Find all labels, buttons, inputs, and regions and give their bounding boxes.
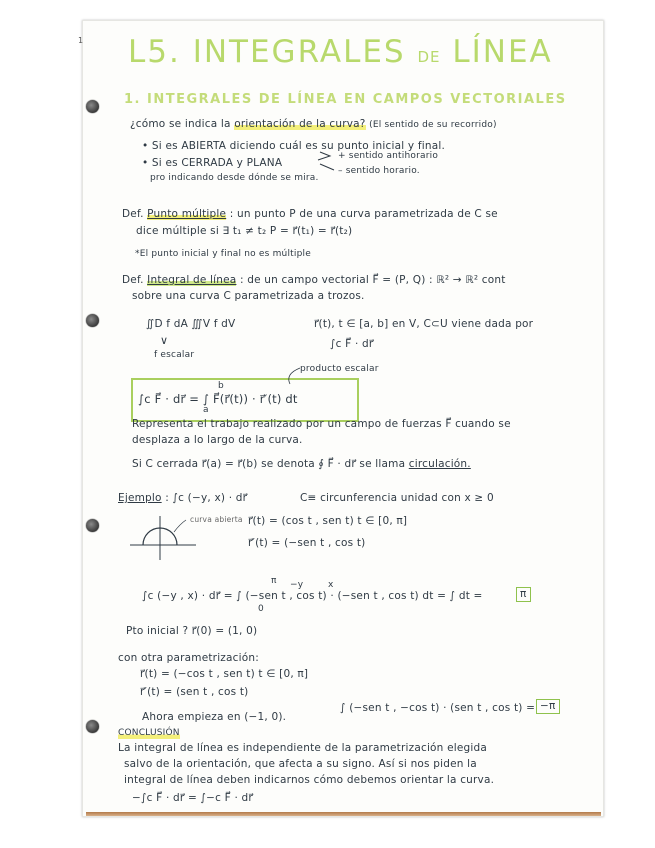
conclusion-label: CONCLUSIÓN	[118, 728, 180, 738]
lower-bound: a	[203, 405, 209, 415]
page-number: 1	[78, 36, 84, 45]
second-calculation: ∫ (−sen t , −cos t) · (sen t , cos t) =	[340, 702, 536, 714]
minus-y-label: −y	[290, 580, 304, 590]
now-starts: Ahora empieza en (−1, 0).	[142, 711, 287, 723]
closed-curve-text: Si C cerrada r⃗(a) = r⃗(b) se denota ∮ F⃗ · dr⃗ se llama	[132, 458, 406, 470]
upper-limit-1: π	[271, 576, 277, 586]
example-curve: C≡ circunferencia unidad con x ≥ 0	[300, 492, 494, 504]
example-label: Ejemplo	[118, 492, 162, 504]
initial-point: Pto inicial ? r⃗(0) = (1, 0)	[126, 625, 258, 637]
dot-product-label: producto escalar	[300, 364, 379, 374]
multiple-point-note: *El punto inicial y final no es múltiple	[135, 249, 311, 259]
open-curve-line: • Si es ABIERTA diciendo cuál es su punto inicial y final.	[142, 140, 445, 152]
circulation-term: circulación.	[408, 458, 471, 470]
other-parametrization: con otra parametrización:	[118, 652, 259, 664]
down-arrow-icon: ∨	[160, 334, 169, 347]
conclusion-formula: −∫c F⃗ · dr⃗ = ∫−c F⃗ · dr⃗	[132, 792, 253, 804]
example-calculation: ∫c (−y , x) · dr⃗ = ∫ (−sen t , cos t) · (−sen t , cos t) dt = ∫ dt =	[142, 590, 483, 602]
orientation-arrows-icon	[318, 152, 334, 170]
counterclockwise-label: + sentido antihorario	[338, 151, 439, 161]
result-box: π	[516, 587, 531, 602]
parametrization-1: r⃗(t) = (cos t , sen t) t ∈ [0, π]	[248, 515, 408, 527]
line-integral-def-2: sobre una curva C parametrizada a trozos.	[132, 290, 365, 302]
def-label: Def.	[122, 208, 144, 220]
key-formula: ∫c F⃗ · dr⃗ = ∫ F⃗(r⃗(t)) · r⃗′(t) dt	[138, 392, 298, 406]
view-note: pro indicando desde dónde se mira.	[150, 173, 319, 183]
upper-bound: b	[218, 381, 224, 391]
title-part1: L5. INTEGRALES	[128, 34, 406, 70]
lower-limit-1: 0	[258, 604, 264, 614]
orientation-highlight: orientación de la curva?	[234, 118, 366, 130]
annotation-arrow	[289, 368, 300, 384]
section-heading: 1. INTEGRALES DE LÍNEA EN CAMPOS VECTORIALES	[124, 92, 567, 107]
conclusion-line-2: salvo de la orientación, que afecta a su signo. Así si nos piden la	[124, 758, 477, 770]
x-label: x	[328, 580, 334, 590]
derivative-2: r⃗′(t) = (sen t , cos t)	[140, 686, 249, 698]
example-integral: : ∫c (−y, x) · dr⃗	[165, 492, 248, 504]
parametrization-def: r⃗(t), t ∈ [a, b] en V, C⊂U viene dada por	[314, 318, 534, 330]
parametrization-2: r⃗(t) = (−cos t , sen t) t ∈ [0, π]	[140, 668, 309, 680]
orientation-question-text: ¿cómo se indica la	[130, 118, 231, 130]
curve-label-pointer	[174, 520, 186, 532]
line-integral-title: Integral de línea	[147, 274, 237, 286]
conclusion-line-1: La integral de línea es independiente de la parametrización elegida	[118, 742, 487, 754]
def-label: Def.	[122, 274, 144, 286]
work-interpretation: Representa el trabajo realizado por un campo de fuerzas F⃗ cuando se	[132, 418, 511, 430]
title-de: DE	[417, 48, 441, 66]
line-integral-notation: ∫c F⃗ · dr⃗	[330, 338, 374, 350]
scalar-integrals: ∬D f dA ∭V f dV	[146, 318, 236, 330]
result-box-2: −π	[536, 699, 560, 714]
orientation-note: (El sentido de su recorrido)	[369, 120, 497, 130]
clockwise-label: – sentido horario.	[338, 166, 420, 176]
multiple-point-def-2: dice múltiple si ∃ t₁ ≠ t₂ P = r⃗(t₁) = r⃗(t₂)	[136, 225, 353, 237]
derivative-1: r⃗′(t) = (−sen t , cos t)	[248, 537, 366, 549]
multiple-point-title: Punto múltiple	[147, 208, 227, 220]
closed-curve-line: • Si es CERRADA y PLANA	[142, 157, 283, 169]
title-part2: LÍNEA	[452, 34, 553, 70]
open-curve-label: curva abierta	[190, 515, 243, 524]
multiple-point-text: : un punto P de una curva parametrizada de C se	[229, 208, 498, 220]
conclusion-line-3: integral de línea deben indicarnos cómo debemos orientar la curva.	[124, 774, 495, 786]
work-interpretation-2: desplaza a lo largo de la curva.	[132, 434, 303, 446]
scalar-label: f escalar	[154, 350, 195, 360]
line-integral-text: : de un campo vectorial F⃗ = (P, Q) : ℝ² → ℝ² cont	[239, 274, 506, 286]
